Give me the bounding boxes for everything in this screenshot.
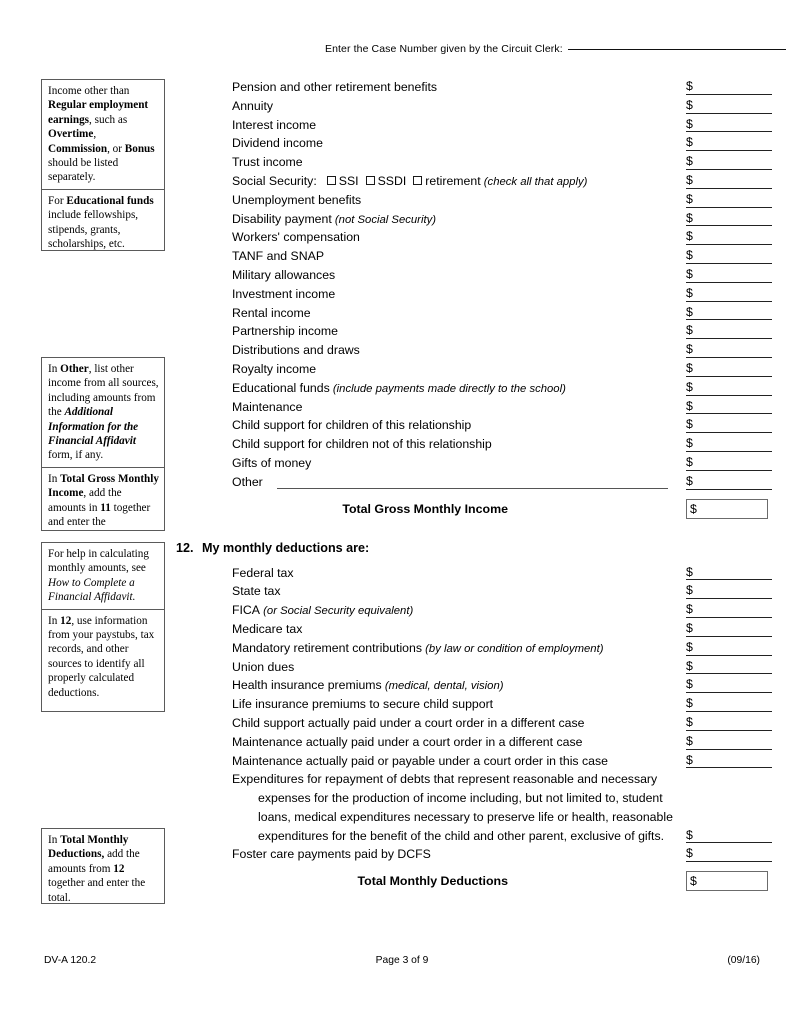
item-label-text: Rental income: [232, 305, 311, 320]
dollar-sign-icon: $: [686, 602, 693, 617]
income-items-list: [176, 78, 776, 492]
dollar-sign-icon: $: [686, 658, 693, 673]
deduction-line-item: [176, 752, 776, 771]
footer-form-number: DV-A 120.2: [44, 955, 97, 966]
note-text-segment: ,: [93, 128, 97, 141]
note-text-segment: For: [48, 194, 67, 207]
amount-underline: [686, 711, 772, 712]
amount-entry-field[interactable]: [686, 379, 772, 398]
expenditures-line-text: Expenditures for repayment of debts that represent reasonable and necessary: [232, 772, 658, 787]
sidebar-note-group-2: [41, 357, 165, 531]
amount-underline: [686, 842, 772, 843]
item-label: [232, 564, 294, 583]
item-label: [232, 473, 263, 492]
note-text-segment: Bonus: [124, 142, 155, 155]
footer-page-number: Page 3 of 9: [375, 955, 429, 966]
amount-underline: [686, 579, 772, 580]
item-label: [232, 454, 311, 473]
item-label-text: State tax: [232, 584, 281, 599]
item-label: [232, 78, 437, 97]
deduction-line-item: [176, 658, 776, 677]
dollar-sign-icon: $: [686, 154, 693, 169]
item-label-text: Interest income: [232, 117, 317, 132]
dollar-sign-icon: $: [686, 116, 693, 131]
item-label-text: Dividend income: [232, 136, 323, 151]
foster-care-item: [176, 845, 776, 864]
amount-entry-field[interactable]: [686, 582, 772, 601]
income-line-item: [176, 304, 776, 323]
item-label: [232, 172, 587, 192]
item-label: [232, 134, 323, 153]
income-line-item: [176, 116, 776, 135]
item-note: (check all that apply): [480, 175, 588, 188]
item-label-text: Child support actually paid under a court order in a different case: [232, 715, 585, 730]
item-label-text: Union dues: [232, 659, 295, 674]
amount-underline: [686, 319, 772, 320]
note-text-segment: For help in calculating monthly amounts, see: [48, 548, 149, 575]
amount-entry-field[interactable]: [686, 676, 772, 695]
item-label: [232, 398, 302, 417]
deduction-line-item: [176, 582, 776, 601]
spacer: [176, 492, 776, 499]
income-line-item: [176, 341, 776, 360]
item-label: [232, 845, 431, 864]
item-note: (not Social Security): [331, 213, 437, 226]
item-label: [232, 97, 273, 116]
dollar-sign-icon: $: [686, 97, 693, 112]
amount-entry-field[interactable]: [686, 172, 772, 191]
section-12-heading: [176, 541, 776, 564]
income-line-item: [176, 416, 776, 435]
amount-underline: [686, 94, 772, 95]
amount-entry-field[interactable]: [686, 247, 772, 266]
amount-underline: [686, 767, 772, 768]
amount-underline: [686, 673, 772, 674]
dollar-sign-icon: $: [686, 398, 693, 413]
amount-underline: [686, 188, 772, 189]
total-gross-monthly-income-field[interactable]: [686, 499, 768, 519]
item-label-text: Educational funds: [232, 380, 330, 395]
total-gross-monthly-income-row: [176, 499, 776, 525]
item-label: [232, 379, 566, 399]
sidebar-note-group-3: [41, 542, 165, 712]
amount-underline: [686, 730, 772, 731]
amount-underline: [686, 655, 772, 656]
deduction-line-item: [176, 695, 776, 714]
note-text-segment: How to Complete a Financial Affidavit.: [48, 576, 136, 604]
dollar-sign-icon: $: [686, 248, 693, 263]
item-label: [232, 435, 492, 454]
other-income-input-line[interactable]: [277, 488, 668, 489]
note-text-segment: Total Gross Monthly Income: [48, 472, 159, 500]
deduction-items-list: [176, 564, 776, 771]
dollar-sign-icon: $: [686, 379, 693, 394]
note-text-segment: , add the amounts in: [48, 487, 122, 514]
item-label-text: TANF and SNAP: [232, 249, 325, 264]
note-total-deductions: [42, 829, 164, 904]
total-monthly-deductions-label: Total Monthly Deductions: [357, 874, 508, 889]
item-label-text: Distributions and draws: [232, 343, 360, 358]
income-line-item: [176, 435, 776, 454]
item-label: [232, 266, 335, 285]
checkbox-retirement[interactable]: [413, 176, 422, 185]
checkbox-label-ssdi: SSDI: [377, 173, 407, 188]
amount-entry-field[interactable]: [686, 398, 772, 417]
income-line-item: [176, 379, 776, 398]
item-label: [232, 620, 302, 639]
note-text-segment: Regular employment earnings: [48, 99, 149, 126]
income-line-item: [176, 153, 776, 172]
income-line-item: [176, 228, 776, 247]
amount-entry-field[interactable]: [686, 454, 772, 473]
item-note: (medical, dental, vision): [381, 680, 504, 693]
income-line-item: [176, 247, 776, 266]
item-label: [232, 210, 436, 230]
dollar-sign-icon: $: [690, 501, 697, 516]
dollar-sign-icon: $: [686, 696, 693, 711]
note-text-segment: Income other than: [48, 85, 130, 97]
dollar-sign-icon: $: [686, 733, 693, 748]
note-text-segment: , or: [107, 142, 125, 155]
amount-underline: [686, 131, 772, 132]
amount-underline: [686, 692, 772, 693]
main-content: [176, 78, 776, 897]
expenditures-line: [176, 770, 776, 789]
amount-underline: [686, 169, 772, 170]
amount-entry-field[interactable]: [686, 134, 772, 153]
item-note: (include payments made directly to the school): [329, 382, 566, 395]
item-note: (by law or condition of employment): [422, 642, 604, 655]
item-label-text: Foster care payments paid by DCFS: [232, 847, 431, 862]
amount-underline: [686, 636, 772, 637]
amount-entry-field[interactable]: [686, 191, 772, 210]
dollar-sign-icon: $: [686, 846, 693, 861]
amount-entry-field[interactable]: [686, 639, 772, 658]
income-line-item: [176, 398, 776, 417]
dollar-sign-icon: $: [686, 285, 693, 300]
amount-entry-field[interactable]: [686, 153, 772, 172]
dollar-sign-icon: $: [686, 827, 693, 842]
income-line-item: [176, 78, 776, 97]
dollar-sign-icon: $: [686, 79, 693, 93]
dollar-sign-icon: $: [686, 135, 693, 150]
item-label: [232, 247, 324, 266]
dollar-sign-icon: $: [690, 874, 697, 889]
note-use-paystubs: [42, 609, 164, 704]
note-text-segment: include fellowships, stipends, grants, scholarships, etc.: [48, 209, 139, 251]
amount-entry-field[interactable]: [686, 845, 772, 864]
total-gross-monthly-income-label: Total Gross Monthly Income: [342, 501, 508, 516]
amount-entry-field[interactable]: [686, 97, 772, 116]
item-label-text: Medicare tax: [232, 621, 303, 636]
item-label: [232, 153, 303, 172]
item-label-text: FICA: [232, 603, 261, 618]
dollar-sign-icon: $: [686, 210, 693, 225]
section-12-number: 12.: [176, 540, 194, 555]
amount-entry-field[interactable]: [686, 228, 772, 247]
deduction-line-item: [176, 639, 776, 658]
amount-underline: [686, 861, 772, 862]
item-note: (or Social Security equivalent): [260, 605, 414, 618]
item-label-text: Maintenance actually paid under a court order in a different case: [232, 734, 583, 749]
checkbox-label-retirement: retirement: [425, 173, 481, 188]
note-text-segment: together and enter the total.: [48, 877, 146, 904]
item-label-text: Maintenance: [232, 399, 303, 414]
note-text-segment: Commission: [48, 142, 108, 155]
dollar-sign-icon: $: [686, 266, 693, 281]
note-text-segment: add the amounts from: [48, 848, 140, 875]
item-label-text: Unemployment benefits: [232, 192, 362, 207]
note-total-gross: [42, 467, 164, 531]
note-text-segment: In: [48, 614, 61, 627]
note-text-segment: 12: [113, 862, 125, 875]
item-label-text: Life insurance premiums to secure child support: [232, 697, 494, 712]
total-monthly-deductions-field[interactable]: [686, 871, 768, 891]
income-line-item: [176, 360, 776, 379]
amount-entry-field[interactable]: [686, 695, 772, 714]
income-line-item: [176, 210, 776, 229]
expenditures-line-text: expenses for the production of income including, but not limited to, student: [258, 791, 663, 806]
expenditures-item: [176, 770, 776, 845]
income-line-item: [176, 454, 776, 473]
item-label: [232, 733, 582, 752]
item-label: [232, 658, 294, 677]
amount-entry-field[interactable]: [686, 116, 772, 135]
note-text-segment: Additional Information for the Financial Affidavit: [48, 406, 139, 448]
item-label-text: Partnership income: [232, 324, 338, 339]
amount-underline: [686, 413, 772, 414]
amount-entry-field[interactable]: [686, 658, 772, 677]
expenditures-line: [176, 789, 776, 808]
expenditures-line: [176, 827, 776, 846]
amount-underline: [686, 470, 772, 471]
dollar-sign-icon: $: [686, 229, 693, 244]
note-income-other: [42, 80, 164, 189]
amount-entry-field[interactable]: [686, 285, 772, 304]
section-12-title: My monthly deductions are:: [202, 540, 370, 555]
deduction-line-item: [176, 714, 776, 733]
item-label: [232, 341, 360, 360]
income-line-item: [176, 285, 776, 304]
amount-underline: [686, 282, 772, 283]
item-label-text: Maintenance actually paid or payable under a court order in this case: [232, 753, 608, 768]
note-help-calculating: [42, 543, 164, 609]
amount-underline: [686, 376, 772, 377]
amount-entry-field[interactable]: [686, 733, 772, 752]
item-label-text: Investment income: [232, 286, 336, 301]
amount-entry-field[interactable]: [686, 601, 772, 620]
spacer: [176, 864, 776, 871]
amount-entry-field[interactable]: [686, 304, 772, 323]
amount-underline: [686, 301, 772, 302]
deduction-line-item: [176, 620, 776, 639]
expenditures-line-text: expenditures for the benefit of the child and other parent, exclusive of gifts.: [258, 828, 665, 843]
note-text-segment: 12: [60, 614, 72, 627]
item-label-text: Pension and other retirement benefits: [232, 80, 438, 94]
note-text-segment: together and enter the: [48, 501, 151, 529]
note-educational-funds: [42, 189, 164, 251]
amount-entry-field[interactable]: [686, 210, 772, 229]
note-other-income: [42, 358, 164, 467]
amount-underline: [686, 263, 772, 264]
amount-underline: [686, 244, 772, 245]
item-label: [232, 304, 311, 323]
note-text-segment: form, if any.: [48, 449, 104, 462]
dollar-sign-icon: $: [686, 323, 693, 338]
income-line-item: [176, 191, 776, 210]
item-label: [232, 752, 608, 771]
amount-entry-field[interactable]: [686, 564, 772, 583]
amount-entry-field[interactable]: [686, 714, 772, 733]
item-label: [232, 601, 413, 621]
dollar-sign-icon: $: [686, 473, 693, 488]
amount-underline: [686, 207, 772, 208]
total-monthly-deductions-row: [176, 871, 776, 897]
sidebar-note-group-4: [41, 828, 165, 904]
amount-underline: [686, 489, 772, 490]
amount-underline: [686, 150, 772, 151]
note-text-segment: Other: [60, 363, 89, 375]
item-label-text: Other: [232, 474, 263, 489]
amount-underline: [686, 451, 772, 452]
case-number-header: [325, 43, 786, 55]
item-label: [232, 322, 338, 341]
amount-entry-field[interactable]: [686, 435, 772, 454]
item-label: [232, 639, 603, 659]
deduction-line-item: [176, 564, 776, 583]
expenditures-line: [176, 808, 776, 827]
amount-entry-field[interactable]: [686, 752, 772, 771]
item-label-text: Social Security:: [232, 173, 317, 188]
item-label-text: Workers' compensation: [232, 230, 360, 245]
note-text-segment: In: [48, 363, 61, 375]
amount-entry-field[interactable]: [686, 416, 772, 435]
dollar-sign-icon: $: [686, 752, 693, 767]
expenditures-line-text: loans, medical expenditures necessary to preserve life or health, reasonable: [258, 809, 673, 824]
amount-underline: [686, 432, 772, 433]
amount-underline: [686, 749, 772, 750]
dollar-sign-icon: $: [686, 714, 693, 729]
spacer: [176, 525, 776, 541]
checkbox-label-ssi: SSI: [338, 173, 359, 188]
dollar-sign-icon: $: [686, 191, 693, 206]
income-line-item: [176, 97, 776, 116]
deduction-line-item: [176, 733, 776, 752]
amount-underline: [686, 617, 772, 618]
item-label: [232, 714, 585, 733]
item-label: [232, 116, 316, 135]
note-text-segment: Total Monthly Deductions,: [48, 834, 129, 861]
item-label-text: Trust income: [232, 155, 303, 170]
checkbox-ssdi[interactable]: [366, 176, 375, 185]
dollar-sign-icon: $: [686, 564, 693, 579]
checkbox-ssi[interactable]: [327, 176, 336, 185]
dollar-sign-icon: $: [686, 342, 693, 357]
item-label: [232, 695, 493, 714]
amount-entry-field[interactable]: [686, 78, 772, 97]
amount-underline: [686, 395, 772, 396]
item-label-text: Royalty income: [232, 361, 317, 376]
item-label-text: Mandatory retirement contributions: [232, 640, 423, 655]
item-label: [232, 582, 281, 601]
note-text-segment: In: [48, 834, 61, 846]
item-label-text: Disability payment: [232, 211, 332, 226]
amount-entry-field[interactable]: [686, 827, 772, 846]
item-label-text: Health insurance premiums: [232, 678, 382, 693]
income-line-item: [176, 134, 776, 153]
item-label-text: Federal tax: [232, 565, 294, 580]
item-label: [232, 285, 335, 304]
dollar-sign-icon: $: [686, 620, 693, 635]
deduction-line-item: [176, 845, 776, 864]
note-text-segment: Overtime: [48, 128, 94, 141]
amount-underline: [686, 113, 772, 114]
amount-entry-field[interactable]: [686, 620, 772, 639]
dollar-sign-icon: $: [686, 360, 693, 375]
dollar-sign-icon: $: [686, 454, 693, 469]
amount-entry-field[interactable]: [686, 473, 772, 492]
amount-entry-field[interactable]: [686, 360, 772, 379]
item-label: [232, 416, 471, 435]
note-text-segment: In: [48, 472, 61, 485]
amount-entry-field[interactable]: [686, 341, 772, 360]
item-label-text: Annuity: [232, 98, 274, 113]
income-line-item: [176, 266, 776, 285]
case-number-label: Enter the Case Number given by the Circuit Clerk:: [325, 43, 563, 55]
item-label: [232, 228, 360, 247]
item-label: [232, 360, 316, 379]
item-label: [232, 191, 361, 210]
note-text-segment: Educational funds: [66, 194, 154, 207]
amount-entry-field[interactable]: [686, 322, 772, 341]
income-line-item: [176, 172, 776, 191]
amount-entry-field[interactable]: [686, 266, 772, 285]
amount-underline: [686, 598, 772, 599]
deduction-line-item: [176, 601, 776, 620]
dollar-sign-icon: $: [686, 304, 693, 319]
dollar-sign-icon: $: [686, 639, 693, 654]
case-number-input-line[interactable]: [568, 49, 786, 50]
footer-revision-date: (09/16): [727, 955, 760, 966]
item-label-text: Gifts of money: [232, 455, 312, 470]
amount-underline: [686, 357, 772, 358]
note-text-segment: 11: [100, 501, 111, 514]
item-label-text: Military allowances: [232, 267, 336, 282]
item-label-text: Child support for children of this relationship: [232, 418, 472, 433]
amount-underline: [686, 225, 772, 226]
sidebar-note-group-1: [41, 79, 165, 251]
amount-underline: [686, 338, 772, 339]
note-text-segment: , use information from your paystubs, tax records, and other sources to identify all properly calculated deductions.: [48, 614, 155, 699]
item-label: [232, 676, 504, 696]
dollar-sign-icon: $: [686, 677, 693, 692]
income-line-item: [176, 473, 776, 492]
income-line-item: [176, 322, 776, 341]
item-label-text: Child support for children not of this relationship: [232, 437, 492, 452]
dollar-sign-icon: $: [686, 172, 693, 187]
note-text-segment: , such as: [89, 113, 128, 126]
dollar-sign-icon: $: [686, 436, 693, 451]
note-text-segment: should be listed separately.: [48, 157, 119, 184]
deduction-line-item: [176, 676, 776, 695]
dollar-sign-icon: $: [686, 417, 693, 432]
dollar-sign-icon: $: [686, 583, 693, 598]
note-text-segment: , list other income from all sources, including amounts from the: [48, 363, 159, 419]
